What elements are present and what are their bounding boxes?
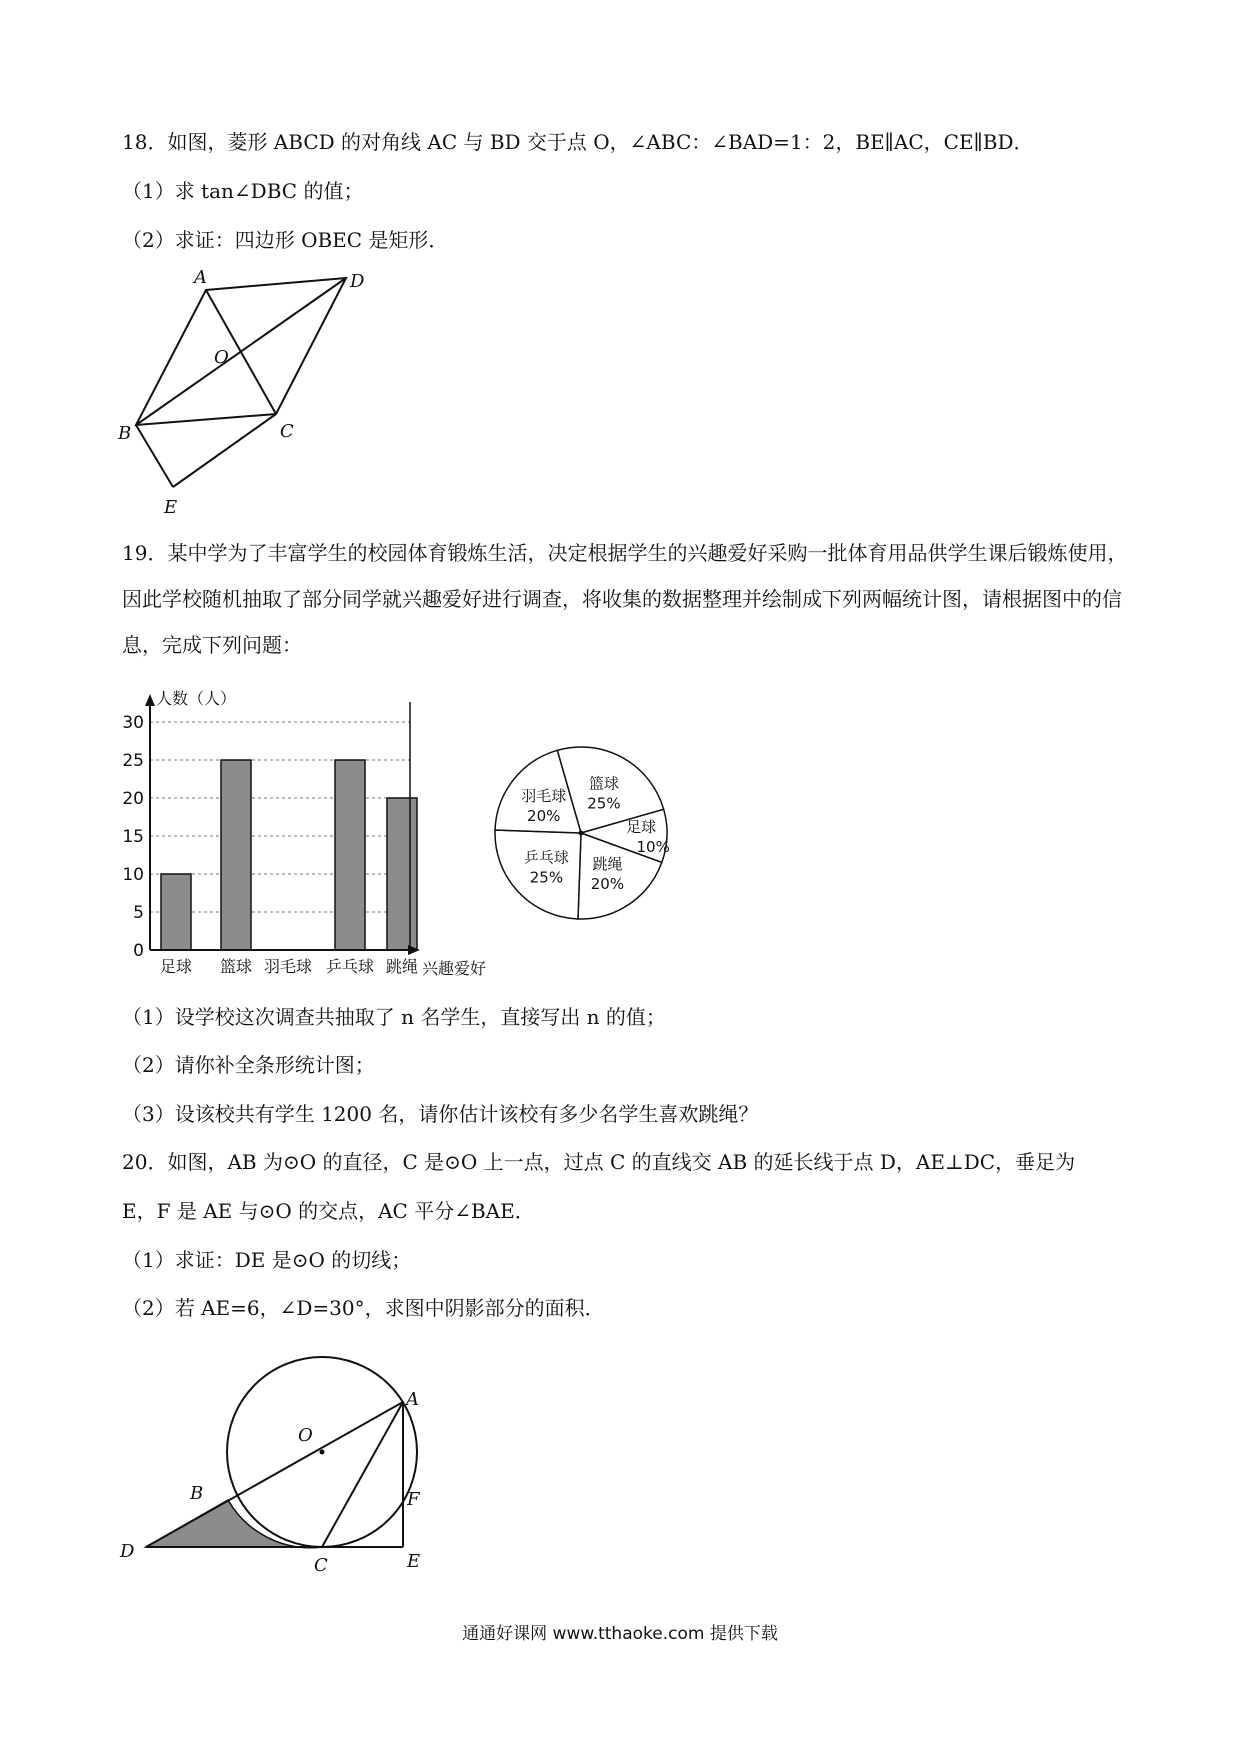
label-a2: A <box>406 1389 419 1410</box>
segment-be <box>136 425 173 487</box>
x-category-label: 跳绳 <box>385 957 419 976</box>
x-category-label: 足球 <box>159 957 193 976</box>
label-f2: F <box>407 1489 420 1510</box>
q19-part2: （2）请你补全条形统计图； <box>122 1053 375 1077</box>
pie-slice-percent: 10% <box>636 838 670 857</box>
y-tick-label: 20 <box>122 789 144 809</box>
x-axis-label: 兴趣爱好 <box>422 959 487 978</box>
q18-part1: （1）求 tan∠DBC 的值； <box>122 179 364 203</box>
q20-part1: （1）求证：DE 是⊙O 的切线； <box>122 1248 412 1272</box>
diagonal-bd <box>136 278 346 425</box>
y-tick-label: 30 <box>122 713 144 733</box>
segment-ce <box>173 414 276 487</box>
q19-stem: 19．某中学为了丰富学生的校园体育锻炼生活，决定根据学生的兴趣爱好采购一批体育用品供学生课后锻炼使用，因此学校随机抽取了部分同学就兴趣爱好进行调查，将收集的数据整理并绘制成下列两幅统计图，请根据图中的信息，完成下列问题： <box>122 541 1128 657</box>
q18-stem: 18．如图，菱形 ABCD 的对角线 AC 与 BD 交于点 O，∠ABC：∠BAD=1：2，BE∥AC，CE∥BD． <box>122 130 1034 154</box>
q20-part2: （2）若 AE=6，∠D=30°，求图中阴影部分的面积． <box>122 1296 605 1320</box>
pie-center <box>579 831 584 836</box>
rhombus-figure <box>110 265 380 525</box>
label-e2: E <box>407 1551 421 1572</box>
bar <box>387 798 417 950</box>
q20-stem-line1: 20．如图，AB 为⊙O 的直径，C 是⊙O 上一点，过点 C 的直线交 AB 的延长线于点 D，AE⊥DC，垂足为 <box>122 1150 1076 1174</box>
label-o2: O <box>298 1425 313 1446</box>
page-footer: 通通好课网 www.tthaoke.com 提供下载 <box>462 1624 778 1644</box>
x-category-label: 乒乓球 <box>325 957 375 976</box>
y-tick-label: 25 <box>122 751 144 771</box>
y-axis-arrow <box>145 694 155 706</box>
q19-part1: （1）设学校这次调查共抽取了 n 名学生，直接写出 n 的值； <box>122 1005 666 1029</box>
y-tick-label: 5 <box>133 903 144 923</box>
pie-slice-label: 足球 <box>626 818 657 837</box>
pie-slice-label: 篮球 <box>588 774 619 793</box>
bar <box>161 874 191 950</box>
x-category-label: 羽毛球 <box>263 957 313 976</box>
bar <box>335 760 365 950</box>
y-axis-label: 人数（人） <box>156 689 237 708</box>
label-c2: C <box>314 1555 328 1576</box>
pie-slice-percent: 25% <box>587 794 621 813</box>
circle-figure <box>110 1345 450 1585</box>
q20-stem-line2: E，F 是 AE 与⊙O 的交点，AC 平分∠BAE． <box>122 1199 535 1223</box>
q19-part3: （3）设该校共有学生 1200 名，请你估计该校有多少名学生喜欢跳绳？ <box>122 1102 759 1126</box>
pie-slice-label: 乒乓球 <box>523 848 569 867</box>
label-b2: B <box>190 1483 204 1504</box>
label-d2: D <box>120 1541 135 1562</box>
pie-slice-percent: 25% <box>529 868 564 887</box>
label-d: D <box>350 271 365 292</box>
pie-slice-percent: 20% <box>527 806 561 825</box>
y-tick-label: 10 <box>122 865 144 885</box>
label-c: C <box>280 421 294 442</box>
bar-chart <box>110 688 510 978</box>
label-e: E <box>164 497 178 518</box>
pie-slice-percent: 20% <box>590 875 625 894</box>
pie-chart <box>485 740 695 930</box>
y-tick-label: 15 <box>122 827 144 847</box>
label-b: B <box>118 423 132 444</box>
label-a: A <box>194 267 207 288</box>
label-o: O <box>214 347 229 368</box>
pie-slice-label: 跳绳 <box>592 855 623 874</box>
bar <box>221 760 251 950</box>
q18-part2: （2）求证：四边形 OBEC 是矩形． <box>122 228 449 252</box>
center-point <box>320 1450 325 1455</box>
pie-slice-label: 羽毛球 <box>521 786 567 805</box>
line-da <box>146 1402 403 1547</box>
x-category-label: 篮球 <box>219 957 253 976</box>
shaded-region <box>146 1500 322 1548</box>
y-tick-label: 0 <box>133 941 144 961</box>
